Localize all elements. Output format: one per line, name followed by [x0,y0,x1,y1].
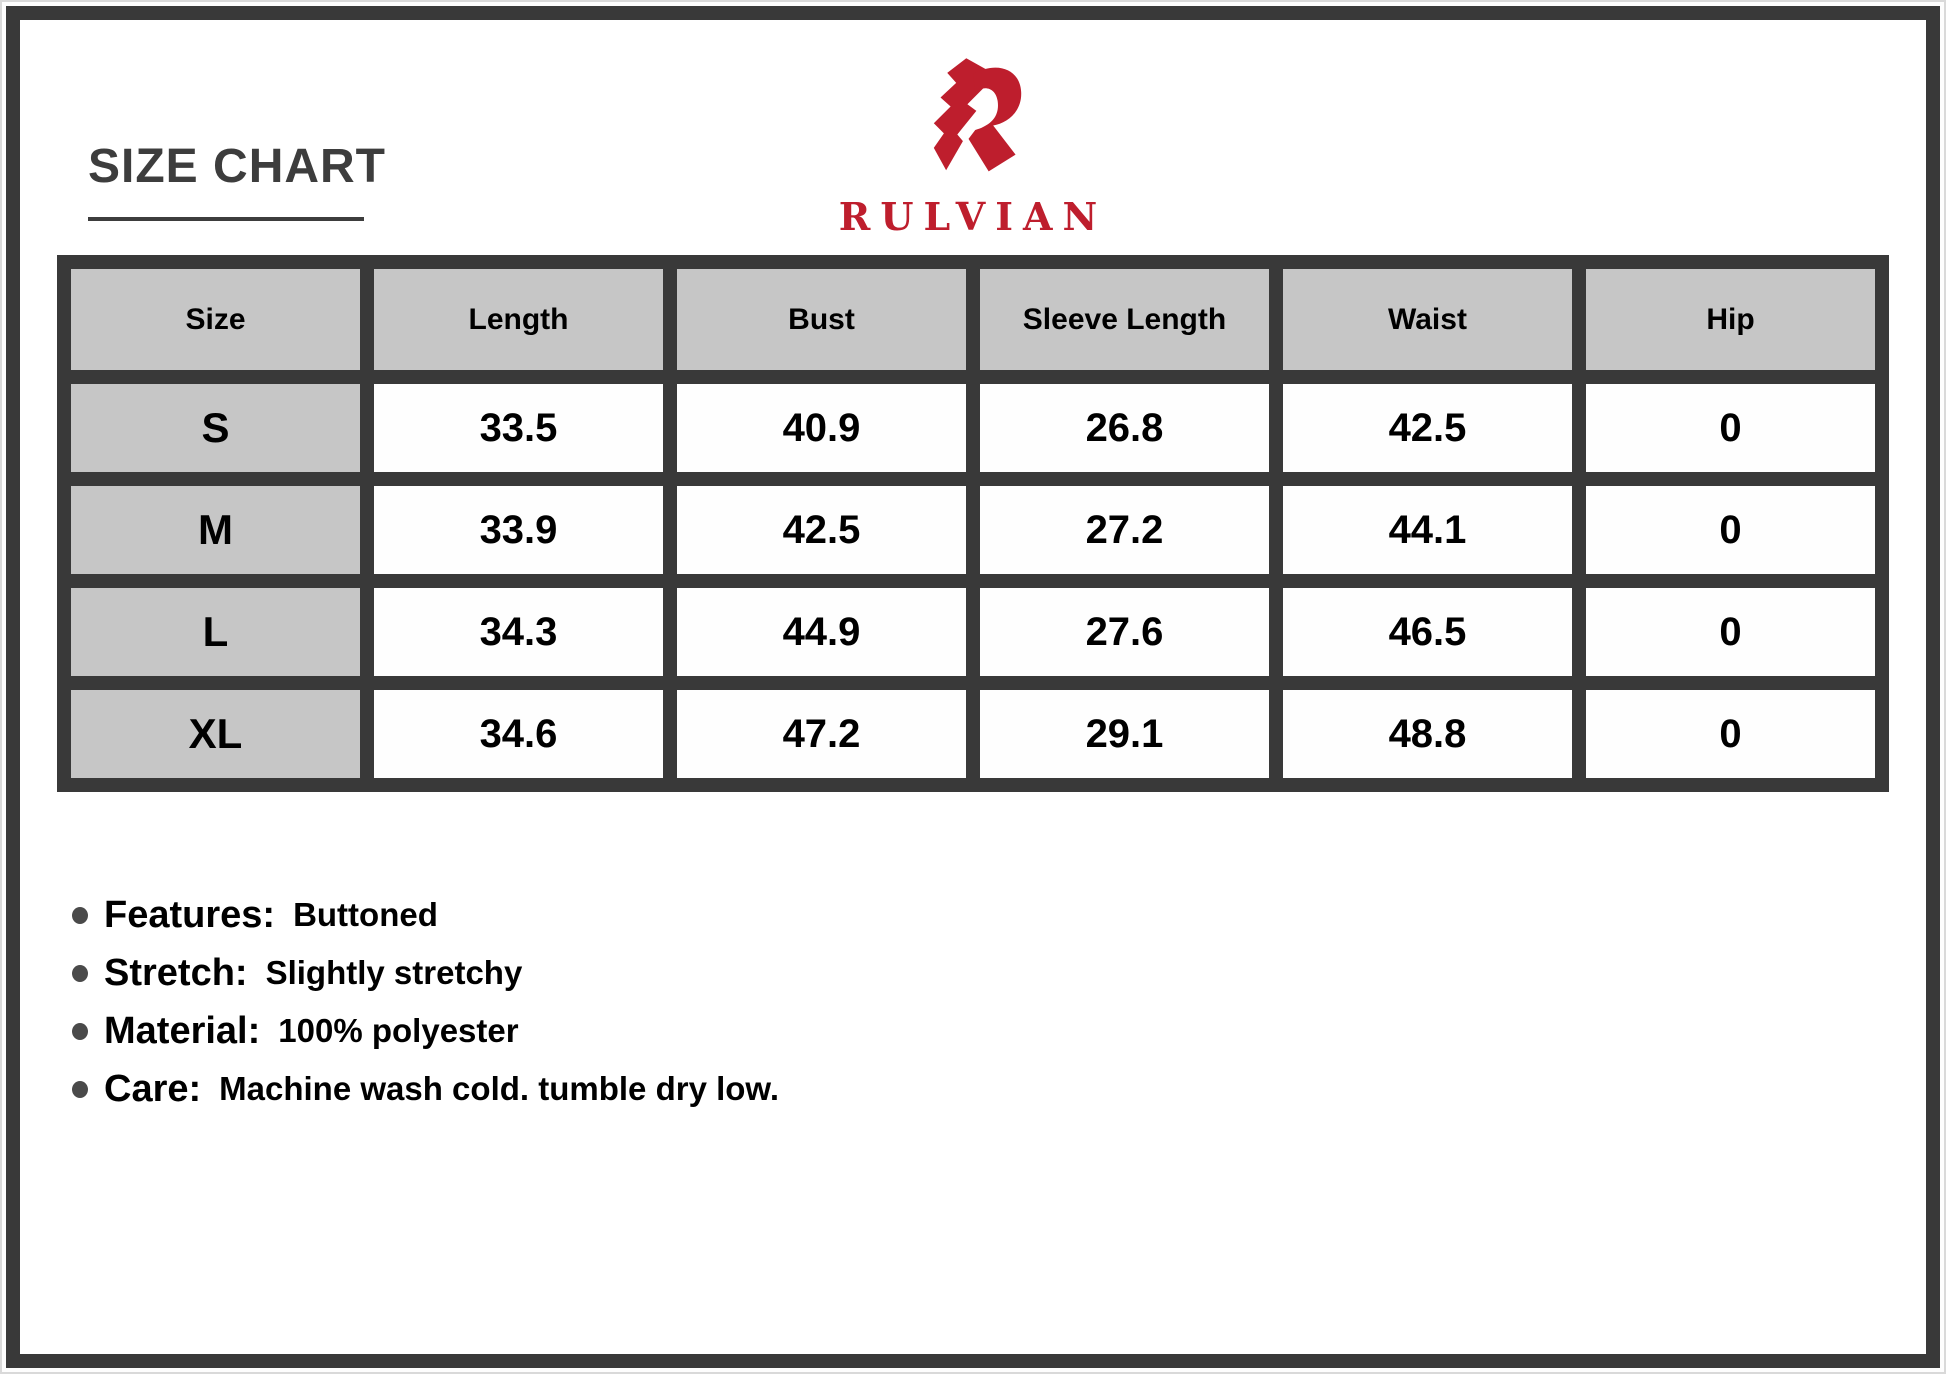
column-header-bust: Bust [670,262,973,377]
table-cell: 27.2 [973,479,1276,581]
table-row-l [64,581,1882,683]
column-header-length: Length [367,262,670,377]
rulvian-r-mark-icon [917,54,1029,188]
table-cell: 33.5 [367,377,670,479]
detail-item-care [72,1067,779,1111]
detail-item-stretch [72,951,779,995]
product-details-list [72,893,779,1125]
bullet-icon [72,1081,88,1098]
table-cell: 26.8 [973,377,1276,479]
table-cell: 33.9 [367,479,670,581]
column-header-waist: Waist [1276,262,1579,377]
detail-item-material [72,1009,779,1053]
column-header-size: Size [64,262,367,377]
size-label: XL [64,683,367,785]
table-cell: 46.5 [1276,581,1579,683]
table-cell: 0 [1579,377,1882,479]
table-cell: 44.1 [1276,479,1579,581]
table-cell: 44.9 [670,581,973,683]
detail-value: Machine wash cold. tumble dry low. [219,1070,780,1107]
table-cell: 42.5 [1276,377,1579,479]
brand-logo [0,54,1946,239]
header-row [64,262,1882,377]
size-label: L [64,581,367,683]
brand-wordmark: RULVIAN [838,194,1108,239]
detail-item-features [72,893,779,937]
table-cell: 0 [1579,581,1882,683]
table-cell: 40.9 [670,377,973,479]
table-cell: 42.5 [670,479,973,581]
table-cell: 48.8 [1276,683,1579,785]
detail-label: Stretch: [104,951,248,994]
detail-label: Material: [104,1009,261,1052]
bullet-icon [72,1023,88,1040]
table-cell: 29.1 [973,683,1276,785]
table-cell: 0 [1579,479,1882,581]
page-title: SIZE CHART [88,140,386,193]
detail-value: Buttoned [293,896,438,933]
detail-value: 100% polyester [278,1012,519,1049]
column-header-sleeve-length: Sleeve Length [973,262,1276,377]
table-row-s [64,377,1882,479]
bullet-icon [72,965,88,982]
detail-value: Slightly stretchy [265,954,523,991]
size-chart-table [57,255,1889,792]
table-cell: 27.6 [973,581,1276,683]
table-cell: 0 [1579,683,1882,785]
detail-label: Care: [104,1067,202,1110]
bullet-icon [72,907,88,924]
column-header-hip: Hip [1579,262,1882,377]
size-label: S [64,377,367,479]
detail-label: Features: [104,893,276,936]
size-label: M [64,479,367,581]
table-row-xl [64,683,1882,785]
table-row-m [64,479,1882,581]
table-cell: 34.3 [367,581,670,683]
table-cell: 47.2 [670,683,973,785]
table-cell: 34.6 [367,683,670,785]
